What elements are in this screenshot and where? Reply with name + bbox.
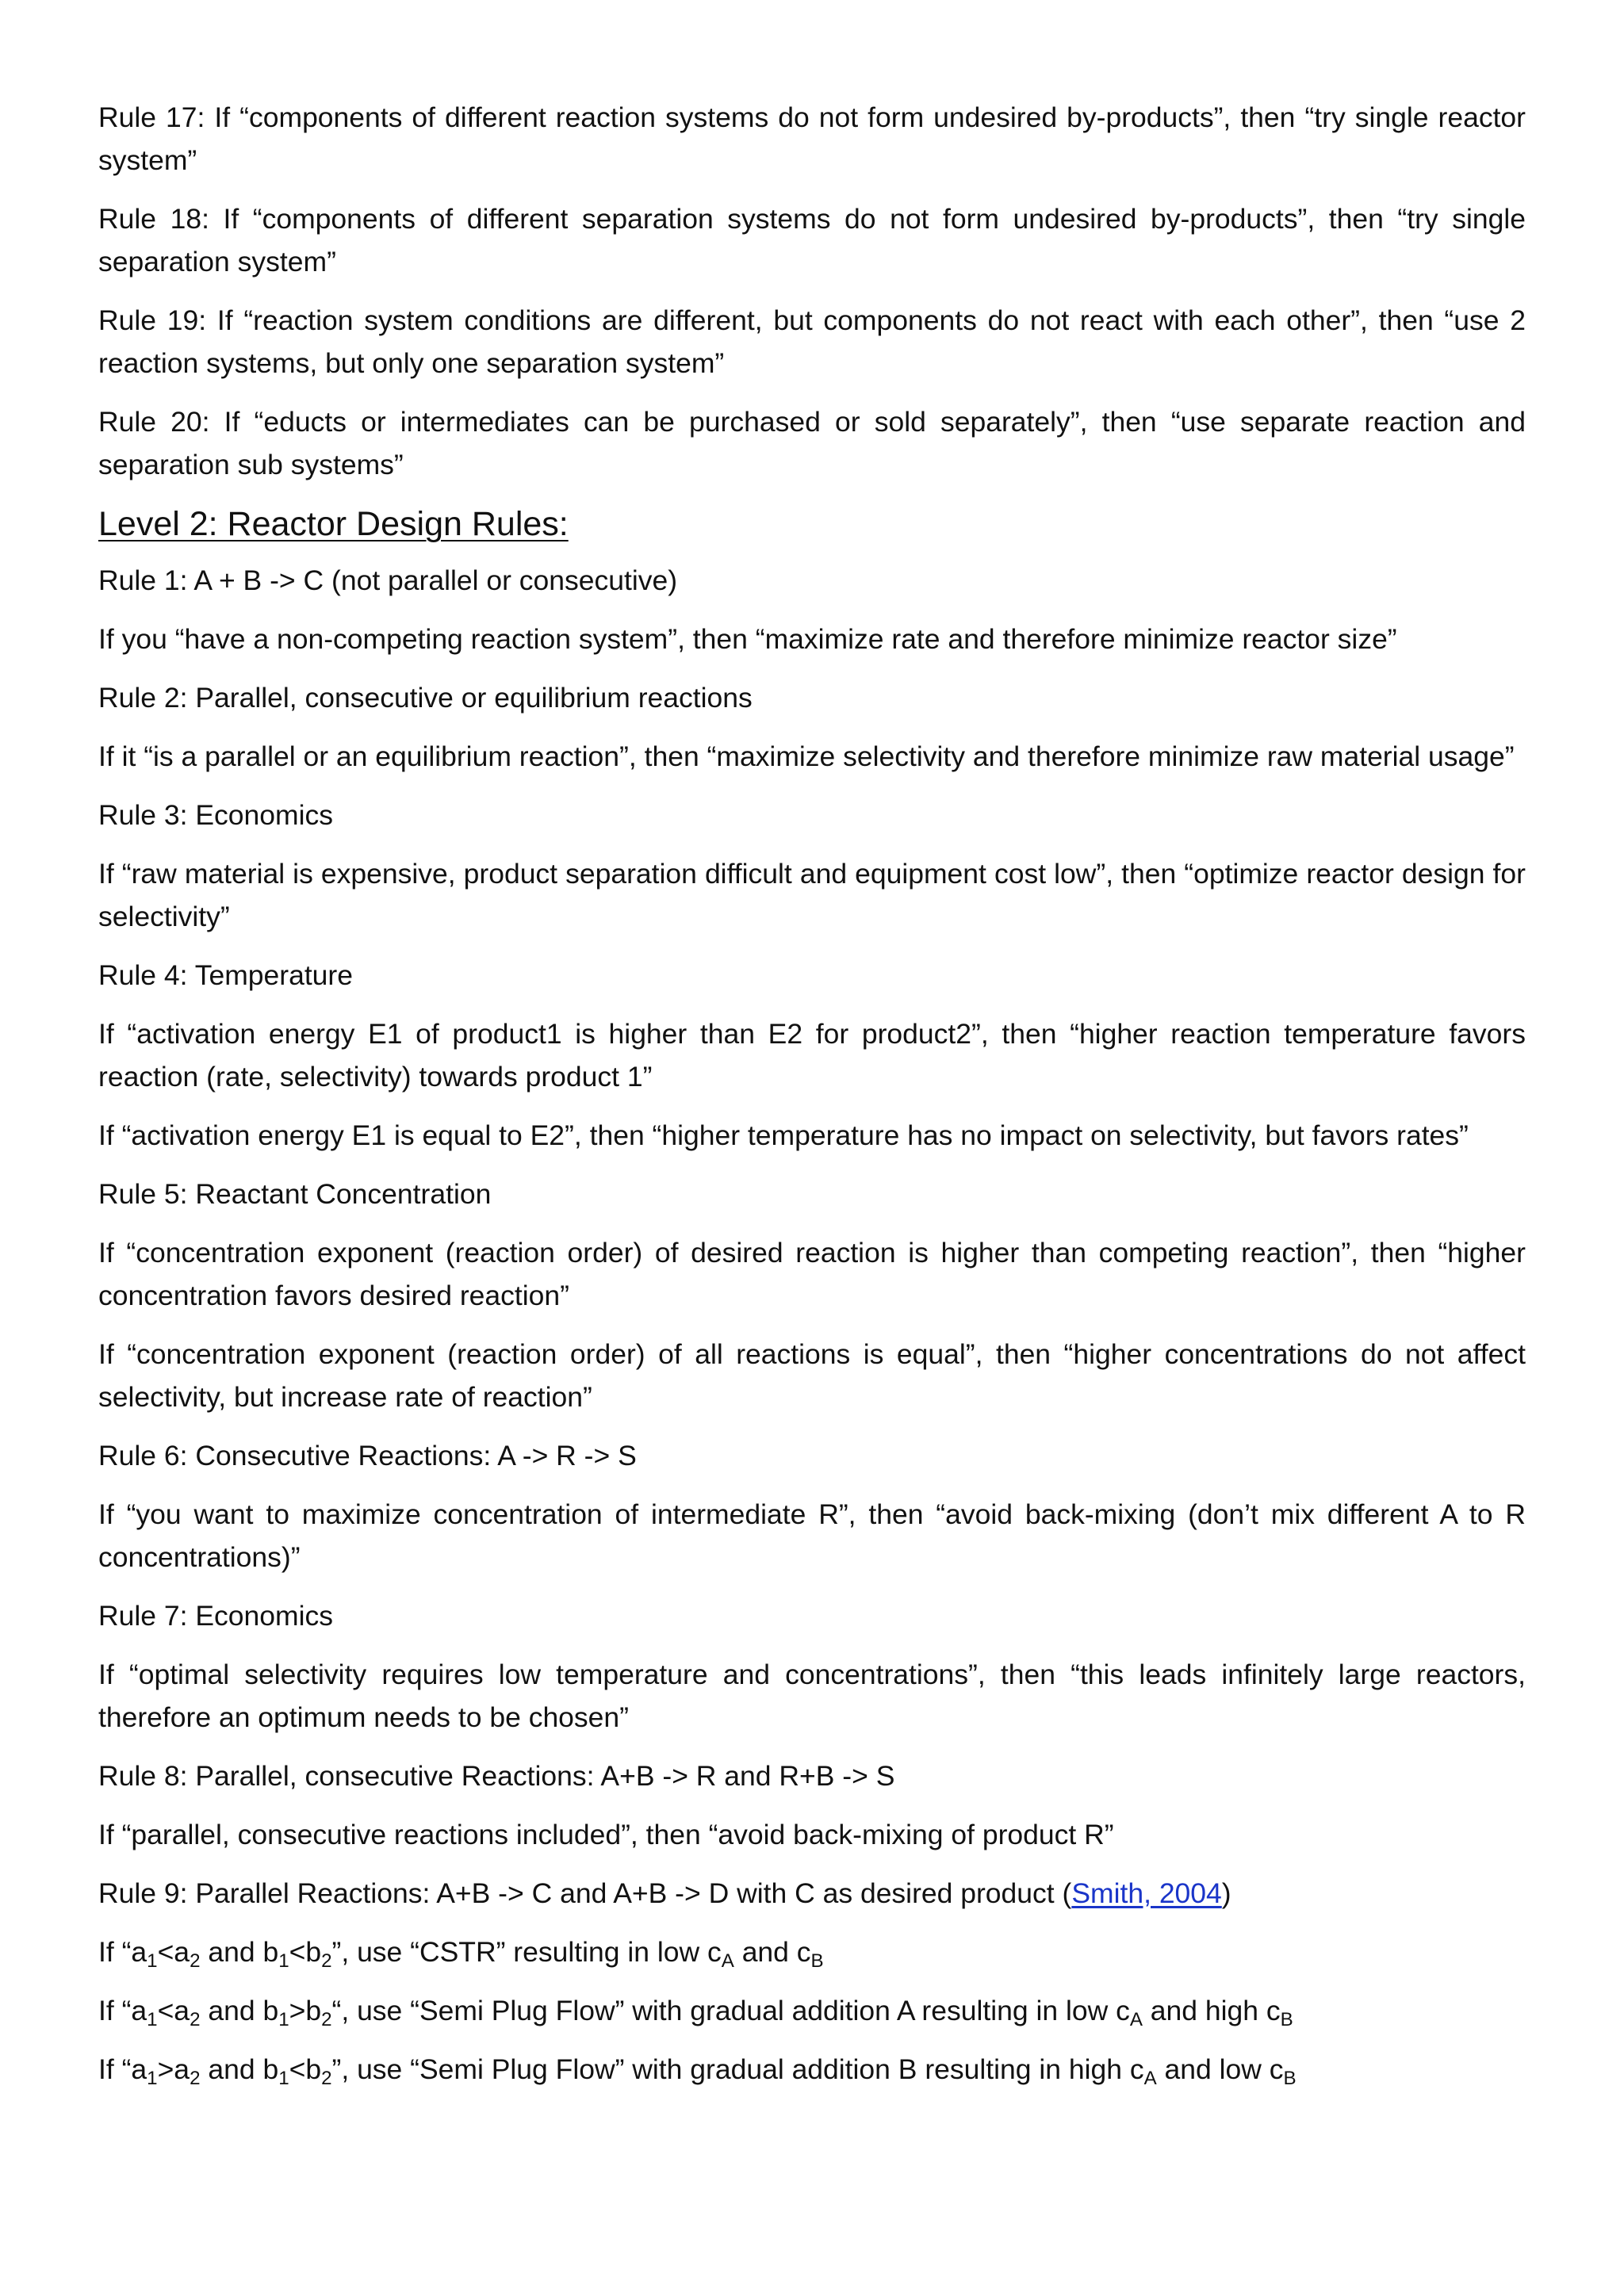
rule-1-title: Rule 1: A + B -> C (not parallel or consecutive) [98,564,678,596]
rule-4-title: Rule 4: Temperature [98,959,353,991]
rule-6-text: If “you want to maximize concentration of intermediate R”, then “avoid back-mixing (don’t mix different A to R concentrations)” [98,1498,1526,1573]
rule-9-title [98,1872,1526,1915]
rule-7-text: If “optimal selectivity requires low temperature and concentrations”, then “this leads infinitely large reactors, therefore an optimum needs to be chosen” [98,1659,1526,1733]
rule-2-title: Rule 2: Parallel, consecutive or equilibrium reactions [98,682,753,714]
rule-4-text-a: If “activation energy E1 of product1 is higher than E2 for product2”, then “higher reaction temperature favors reaction (rate, selectivity) towards product 1” [98,1018,1526,1093]
section-heading: Level 2: Reactor Design Rules: [98,505,569,543]
rule-2-text: If it “is a parallel or an equilibrium reaction”, then “maximize selectivity and therefore minimize raw material usage” [98,740,1515,772]
smith-2004-citation-link[interactable]: Smith, 2004 [1071,1877,1222,1909]
rule-5-text-b: If “concentration exponent (reaction order) of all reactions is equal”, then “higher concentrations do not affect selectivity, but increase rate of reaction” [98,1338,1526,1413]
rule-5-text-a: If “concentration exponent (reaction order) of desired reaction is higher than competing reaction”, then “higher concentration favors desired reaction” [98,1237,1526,1311]
rule-1-text: If you “have a non-competing reaction system”, then “maximize rate and therefore minimize reactor size” [98,623,1397,655]
rule-3-title: Rule 3: Economics [98,799,333,831]
rule-6-title: Rule 6: Consecutive Reactions: A -> R -> S [98,1440,637,1471]
rule-4-text-b: If “activation energy E1 is equal to E2”, then “higher temperature has no impact on selectivity, but favors rates” [98,1119,1469,1151]
rule-5-title: Rule 5: Reactant Concentration [98,1178,492,1210]
rule-17-paragraph: Rule 17: If “components of different reaction systems do not form undesired by-products”, then “try single reactor system” [98,101,1526,176]
rule-9-suffix: ) [1221,1877,1231,1909]
rule-19-paragraph: Rule 19: If “reaction system conditions are different, but components do not react with each other”, then “use 2 reaction systems, but only one separation system” [98,304,1526,379]
rule-8-text: If “parallel, consecutive reactions included”, then “avoid back-mixing of product R” [98,1819,1114,1850]
rule-7-title: Rule 7: Economics [98,1600,333,1632]
rule-20-paragraph: Rule 20: If “educts or intermediates can be purchased or sold separately”, then “use separate reaction and separation sub systems” [98,406,1526,480]
rule-8-title: Rule 8: Parallel, consecutive Reactions: A+B -> R and R+B -> S [98,1760,895,1792]
rule-9-case-semi-plug-b: If “$a_1>a_2$ and $b_1<b_2$”, use “Semi Plug Flow” with gradual addition B resulting in high $c_A$ and low $c_B$ [98,2053,1297,2089]
rule-9-prefix: Rule 9: Parallel Reactions: A+B -> C and A+B -> D with C as desired product ( [98,1877,1072,1909]
rule-9-case-cstr: If “$a_1<a_2$ and $b_1<b_2$”, use “CSTR” resulting in low $c_A$ and $c_B$ [98,1936,824,1972]
rule-9-case-semi-plug-a: If “$a_1<a_2$ and $b_1>b_2“$, use “Semi Plug Flow” with gradual addition A resulting in low $c_A$ and high $c_B$ [98,1995,1293,2030]
rule-3-text: If “raw material is expensive, product separation difficult and equipment cost low”, then “optimize reactor design for selectivity” [98,858,1526,932]
rule-18-paragraph: Rule 18: If “components of different separation systems do not form undesired by-products”, then “try single separation system” [98,203,1526,277]
